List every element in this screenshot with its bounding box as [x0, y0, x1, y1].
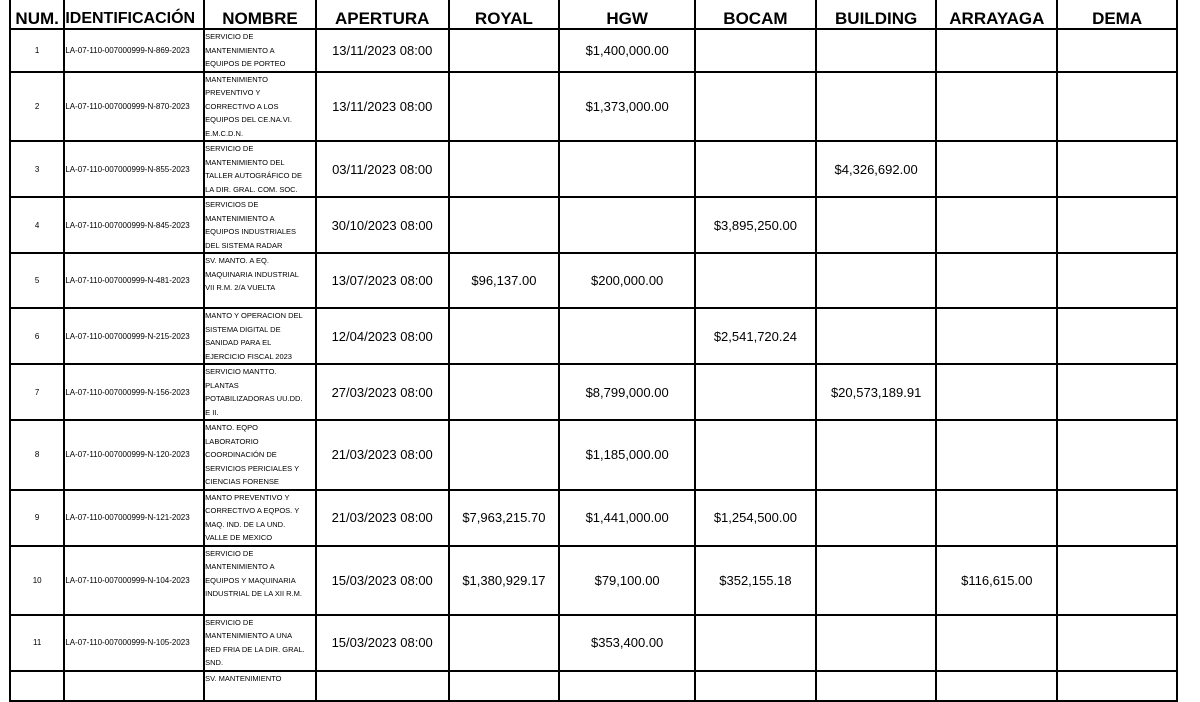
cell-hgw: $200,000.00: [559, 253, 695, 308]
cell-dema: [1057, 197, 1177, 253]
cell-dema: [1057, 615, 1177, 671]
nombre-text: SERVICIO DE MANTENIMIENTO A UNA RED FRIA DE LA DIR. GRAL. SND.: [205, 617, 305, 667]
nombre-text: SERVICIO DE MANTENIMIENTO A EQUIPOS DE PORTEO: [205, 32, 286, 68]
cell-bocam: [695, 72, 816, 142]
cell-dema: [1057, 671, 1177, 701]
cell-arrayaga: [936, 671, 1057, 701]
cell-arrayaga: [936, 29, 1057, 72]
header-bocam: BOCAM: [695, 0, 816, 29]
cell-nombre: [204, 546, 316, 615]
cell-royal: [449, 364, 560, 420]
cell-building: [816, 308, 937, 364]
table-row: [10, 29, 1177, 72]
cell-royal: [449, 141, 560, 197]
header-hgw: HGW: [559, 0, 695, 29]
cell-num: 3: [10, 141, 64, 197]
cell-apertura: 15/03/2023 08:00: [316, 615, 449, 671]
cell-num: 1: [10, 29, 64, 72]
cell-bocam: $2,541,720.24: [695, 308, 816, 364]
cell-dema: [1057, 364, 1177, 420]
table-row: [10, 253, 1177, 308]
cell-royal: $7,963,215.70: [449, 490, 560, 546]
table-row: [10, 72, 1177, 142]
cell-royal: [449, 420, 560, 490]
cell-hgw: $8,799,000.00: [559, 364, 695, 420]
cell-hgw: [559, 671, 695, 701]
cell-apertura: 15/03/2023 08:00: [316, 546, 449, 615]
cell-apertura: 30/10/2023 08:00: [316, 197, 449, 253]
cell-hgw: [559, 308, 695, 364]
cell-num: 9: [10, 490, 64, 546]
cell-arrayaga: [936, 364, 1057, 420]
nombre-text: SERVICIO DE MANTENIMIENTO A EQUIPOS Y MAQUINARIA INDUSTRIAL DE LA XII R.M.: [205, 548, 302, 598]
cell-bocam: $3,895,250.00: [695, 197, 816, 253]
cell-apertura: [316, 671, 449, 701]
cell-num: 11: [10, 615, 64, 671]
cell-nombre: [204, 72, 316, 142]
nombre-text: MANTO PREVENTIVO Y CORRECTIVO A EQPOS. Y MAQ. IND. DE LA UND. VALLE DE MEXICO: [205, 492, 300, 542]
header-royal: ROYAL: [449, 0, 560, 29]
cell-identificacion: LA-07-110-007000999-N-121-2023: [64, 490, 204, 546]
cell-identificacion: [64, 671, 204, 701]
cell-dema: [1057, 253, 1177, 308]
cell-royal: [449, 197, 560, 253]
cell-arrayaga: [936, 197, 1057, 253]
cell-arrayaga: [936, 253, 1057, 308]
cell-num: [10, 671, 64, 701]
nombre-text: SERVICIOS DE MANTENIMIENTO A EQUIPOS INDUSTRIALES DEL SISTEMA RADAR: [205, 200, 296, 250]
cell-nombre: [204, 490, 316, 546]
table-row: [10, 364, 1177, 420]
cell-nombre: [204, 308, 316, 364]
table-row: [10, 141, 1177, 197]
cell-bocam: [695, 141, 816, 197]
cell-hgw: $1,441,000.00: [559, 490, 695, 546]
cell-building: [816, 546, 937, 615]
cell-royal: [449, 29, 560, 72]
cell-bocam: [695, 253, 816, 308]
cell-identificacion: LA-07-110-007000999-N-869-2023: [64, 29, 204, 72]
table-row: [10, 490, 1177, 546]
nombre-text: MANTENIMIENTO PREVENTIVO Y CORRECTIVO A LOS EQUIPOS DEL CE.NA.VI. E.M.C.D.N.: [205, 74, 292, 138]
cell-dema: [1057, 29, 1177, 72]
cell-nombre: [204, 197, 316, 253]
cell-building: [816, 420, 937, 490]
cell-dema: [1057, 308, 1177, 364]
cell-hgw: $353,400.00: [559, 615, 695, 671]
table-row: [10, 671, 1177, 701]
tenders-table: [9, 0, 1178, 702]
cell-num: 4: [10, 197, 64, 253]
nombre-text: MANTO. EQPO LABORATORIO COORDINACIÓN DE SERVICIOS PERICIALES Y CIENCIAS FORENSE: [205, 423, 300, 486]
header-arrayaga: ARRAYAGA: [936, 0, 1057, 29]
cell-apertura: 13/07/2023 08:00: [316, 253, 449, 308]
nombre-text: SV. MANTENIMIENTO: [205, 673, 282, 683]
cell-num: 8: [10, 420, 64, 490]
cell-identificacion: LA-07-110-007000999-N-120-2023: [64, 420, 204, 490]
cell-arrayaga: [936, 141, 1057, 197]
cell-building: [816, 29, 937, 72]
cell-arrayaga: [936, 420, 1057, 490]
cell-bocam: [695, 364, 816, 420]
cell-identificacion: LA-07-110-007000999-N-104-2023: [64, 546, 204, 615]
cell-identificacion: LA-07-110-007000999-N-855-2023: [64, 141, 204, 197]
cell-identificacion: LA-07-110-007000999-N-481-2023: [64, 253, 204, 308]
nombre-text: SV. MANTO. A EQ. MAQUINARIA INDUSTRIAL VII R.M. 2/A VUELTA: [205, 256, 299, 292]
cell-apertura: 12/04/2023 08:00: [316, 308, 449, 364]
cell-arrayaga: [936, 490, 1057, 546]
table-row: [10, 308, 1177, 364]
cell-royal: $96,137.00: [449, 253, 560, 308]
cell-identificacion: LA-07-110-007000999-N-845-2023: [64, 197, 204, 253]
cell-arrayaga: [936, 615, 1057, 671]
cell-dema: [1057, 420, 1177, 490]
cell-arrayaga: [936, 72, 1057, 142]
cell-royal: $1,380,929.17: [449, 546, 560, 615]
table-row: [10, 546, 1177, 615]
cell-building: [816, 253, 937, 308]
cell-hgw: $79,100.00: [559, 546, 695, 615]
nombre-text: SERVICIO MANTTO. PLANTAS POTABILIZADORAS UU.DD. E II.: [205, 367, 303, 417]
cell-hgw: [559, 197, 695, 253]
cell-dema: [1057, 72, 1177, 142]
header-dema: DEMA: [1057, 0, 1177, 29]
cell-apertura: 03/11/2023 08:00: [316, 141, 449, 197]
cell-apertura: 13/11/2023 08:00: [316, 29, 449, 72]
cell-nombre: [204, 29, 316, 72]
cell-nombre: [204, 615, 316, 671]
cell-dema: [1057, 141, 1177, 197]
cell-bocam: $1,254,500.00: [695, 490, 816, 546]
cell-royal: [449, 671, 560, 701]
cell-num: 2: [10, 72, 64, 142]
cell-building: [816, 671, 937, 701]
header-apertura: APERTURA: [316, 0, 449, 29]
cell-identificacion: LA-07-110-007000999-N-156-2023: [64, 364, 204, 420]
cell-bocam: [695, 29, 816, 72]
cell-num: 10: [10, 546, 64, 615]
cell-nombre: [204, 141, 316, 197]
cell-identificacion: LA-07-110-007000999-N-215-2023: [64, 308, 204, 364]
cell-bocam: [695, 420, 816, 490]
cell-building: $20,573,189.91: [816, 364, 937, 420]
table-row: [10, 615, 1177, 671]
header-num: NUM.: [10, 0, 64, 29]
cell-royal: [449, 308, 560, 364]
cell-royal: [449, 615, 560, 671]
cell-num: 5: [10, 253, 64, 308]
cell-arrayaga: [936, 308, 1057, 364]
cell-hgw: $1,400,000.00: [559, 29, 695, 72]
table-row: [10, 197, 1177, 253]
header-nombre: NOMBRE: [204, 0, 316, 29]
cell-nombre: [204, 253, 316, 308]
table-row: [10, 420, 1177, 490]
cell-bocam: [695, 615, 816, 671]
cell-apertura: 21/03/2023 08:00: [316, 490, 449, 546]
cell-nombre: [204, 420, 316, 490]
cell-apertura: 13/11/2023 08:00: [316, 72, 449, 142]
cell-num: 6: [10, 308, 64, 364]
cell-building: [816, 490, 937, 546]
header-row: [10, 0, 1177, 29]
cell-building: [816, 615, 937, 671]
cell-nombre: [204, 364, 316, 420]
cell-royal: [449, 72, 560, 142]
cell-identificacion: LA-07-110-007000999-N-870-2023: [64, 72, 204, 142]
cell-dema: [1057, 490, 1177, 546]
cell-building: [816, 197, 937, 253]
cell-hgw: $1,373,000.00: [559, 72, 695, 142]
cell-bocam: [695, 671, 816, 701]
cell-identificacion: LA-07-110-007000999-N-105-2023: [64, 615, 204, 671]
cell-building: [816, 72, 937, 142]
header-identificacion: IDENTIFICACIÓN: [64, 0, 204, 29]
cell-bocam: $352,155.18: [695, 546, 816, 615]
nombre-text: SERVICIO DE MANTENIMIENTO DEL TALLER AUTOGRÁFICO DE LA DIR. GRAL. COM. SOC.: [205, 144, 302, 194]
cell-nombre: [204, 671, 316, 701]
cell-apertura: 21/03/2023 08:00: [316, 420, 449, 490]
cell-hgw: $1,185,000.00: [559, 420, 695, 490]
cell-apertura: 27/03/2023 08:00: [316, 364, 449, 420]
cell-num: 7: [10, 364, 64, 420]
header-building: BUILDING: [816, 0, 937, 29]
cell-arrayaga: $116,615.00: [936, 546, 1057, 615]
cell-building: $4,326,692.00: [816, 141, 937, 197]
cell-dema: [1057, 546, 1177, 615]
cell-hgw: [559, 141, 695, 197]
nombre-text: MANTO Y OPERACION DEL SISTEMA DIGITAL DE SANIDAD PARA EL EJERCICIO FISCAL 2023: [205, 311, 303, 361]
